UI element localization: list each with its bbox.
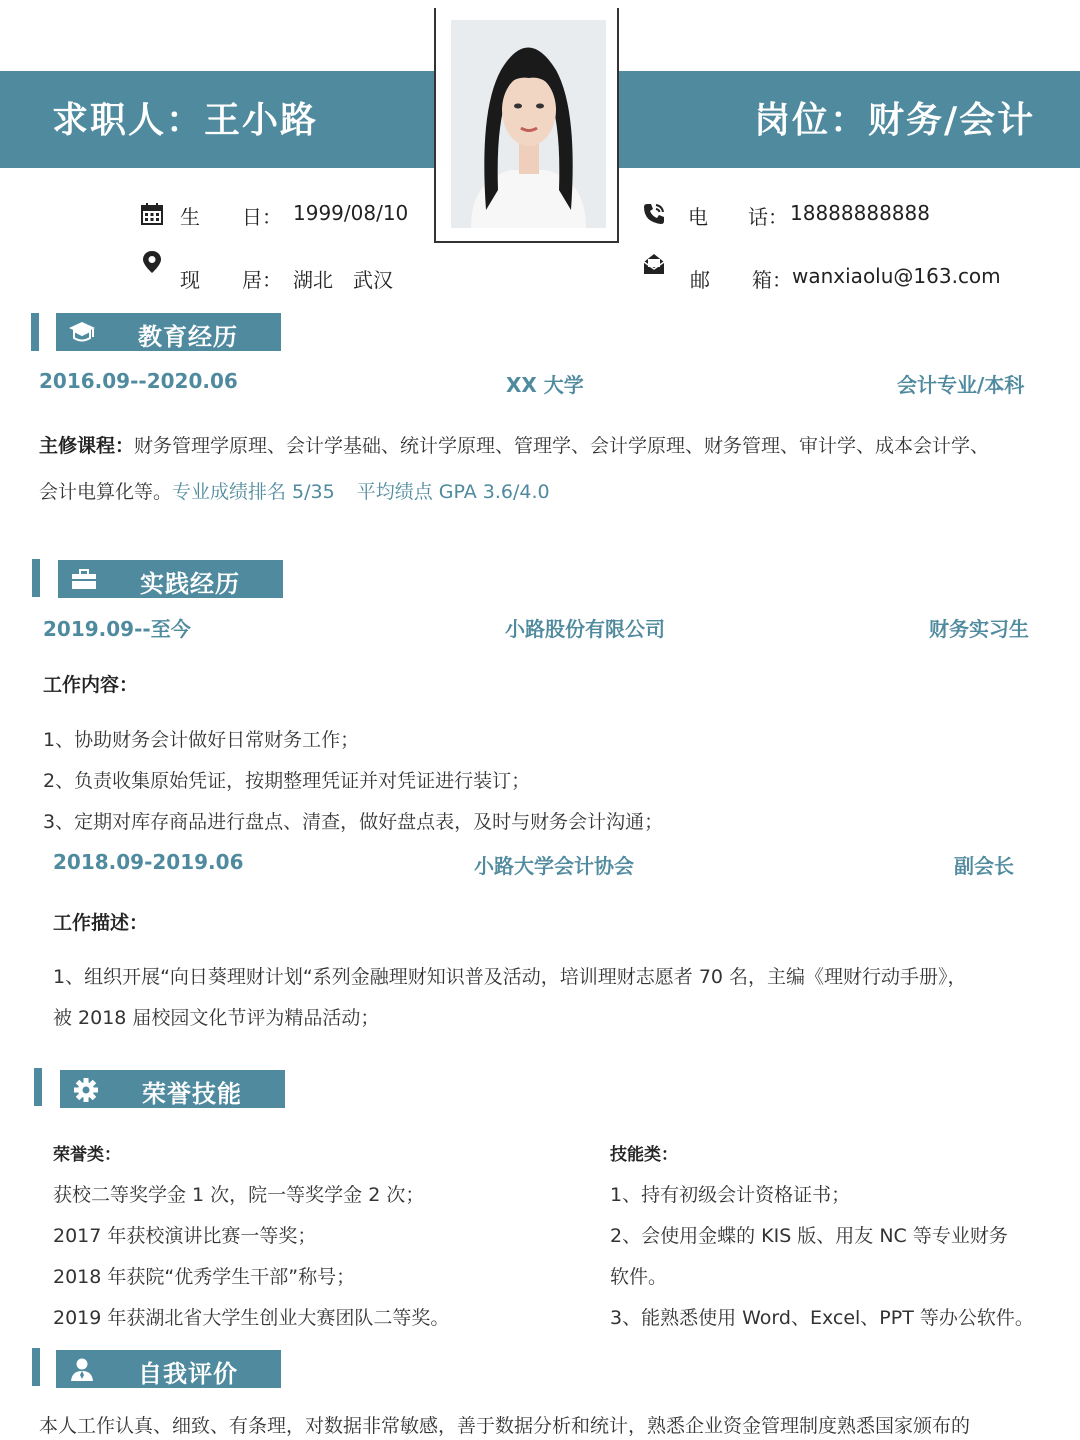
courses-label: 主修课程： <box>39 435 135 457</box>
email-value: wanxiaolu@163.com <box>792 264 1001 288</box>
self-eval-header <box>56 1350 281 1388</box>
practice-title: 实践经历 <box>140 570 240 598</box>
courses-line-1 <box>39 431 989 458</box>
education-title: 教育经历 <box>138 323 238 351</box>
phone-value: 18888888888 <box>790 201 930 225</box>
person-icon <box>68 1356 96 1382</box>
self-eval-title: 自我评价 <box>138 1360 238 1388</box>
education-period: 2016.09--2020.06 <box>39 369 238 393</box>
email-label-2: 箱： <box>752 268 792 292</box>
honors-title: 荣誉技能 <box>142 1080 242 1108</box>
job1-company: 小路股份有限公司 <box>505 617 665 641</box>
mail-icon <box>642 252 666 276</box>
location-pin-icon <box>140 250 164 274</box>
courses-line-2 <box>39 477 550 504</box>
job1-item-1: 1、协助财务会计做好日常财务工作； <box>43 729 360 751</box>
birthday-value: 1999/08/10 <box>293 201 409 225</box>
skills-label: 技能类： <box>610 1145 678 1165</box>
residence-label-1: 现 <box>180 268 200 292</box>
honor-item-3: 2018 年获院“优秀学生干部”称号； <box>53 1266 356 1288</box>
self-eval-text: 本人工作认真、细致、有条理，对数据非常敏感，善于数据分析和统计，熟悉企业资金管理制度熟悉国家颁布的 <box>39 1415 971 1437</box>
job1-item-2: 2、负责收集原始凭证，按期整理凭证并对凭证进行装订； <box>43 770 531 792</box>
honor-item-2: 2017 年获校演讲比赛一等奖； <box>53 1225 317 1247</box>
skill-item-2-cont: 软件。 <box>610 1266 668 1288</box>
job2-desc-label: 工作描述： <box>53 912 149 934</box>
job2-desc-line-2: 被 2018 届校园文化节评为精品活动； <box>53 1007 380 1029</box>
honor-item-4: 2019 年获湖北省大学生创业大赛团队二等奖。 <box>53 1307 450 1329</box>
photo-frame <box>434 8 619 243</box>
courses-text-1: 财务管理学原理、会计学基础、统计学原理、管理学、会计学原理、财务管理、审计学、成本会计学、 <box>134 435 990 457</box>
honors-bar <box>34 1068 42 1106</box>
skill-item-1: 1、持有初级会计资格证书； <box>610 1184 851 1206</box>
courses-text-2: 会计电算化等。 <box>39 481 173 503</box>
skill-item-2: 2、会使用金蝶的 KIS 版、用友 NC 等专业财务 <box>610 1225 1008 1247</box>
honor-item-1: 获校二等奖学金 1 次，院一等奖学金 2 次； <box>53 1184 425 1206</box>
briefcase-icon <box>70 566 98 592</box>
calendar-icon <box>140 202 164 226</box>
birthday-label-2: 日： <box>242 205 282 229</box>
graduation-cap-icon <box>68 319 96 345</box>
education-major: 会计专业/本科 <box>897 373 1025 397</box>
education-bar <box>31 313 39 351</box>
phone-label-1: 电 <box>688 205 708 229</box>
residence-value: 湖北 武汉 <box>293 268 393 292</box>
skill-item-3: 3、能熟悉使用 Word、Excel、PPT 等办公软件。 <box>610 1307 1034 1329</box>
phone-label-2: 话： <box>748 205 788 229</box>
honors-header <box>60 1070 285 1108</box>
birthday-label-1: 生 <box>180 205 200 229</box>
job2-desc-line-1: 1、组织开展“向日葵理财计划“系列金融理财知识普及活动，培训理财志愿者 70 名，主编《理财行动手册》， <box>53 966 967 988</box>
job1-item-3: 3、定期对库存商品进行盘点、清查，做好盘点表，及时与财务会计沟通； <box>43 811 664 833</box>
residence-label-2: 居： <box>242 268 282 292</box>
job2-period: 2018.09-2019.06 <box>53 850 244 874</box>
job1-period: 2019.09--至今 <box>43 617 191 641</box>
profile-photo <box>451 20 606 228</box>
gpa-text: 平均绩点 GPA 3.6/4.0 <box>356 481 550 503</box>
job2-role: 副会长 <box>954 854 1014 878</box>
rank-text: 专业成绩排名 5/35 <box>172 481 335 503</box>
job-position: 岗位：财务/会计 <box>754 100 1036 141</box>
job2-company: 小路大学会计协会 <box>474 854 634 878</box>
applicant-name: 求职人：王小路 <box>52 100 319 141</box>
practice-header <box>58 560 283 598</box>
job1-role: 财务实习生 <box>929 617 1029 641</box>
email-label-1: 邮 <box>690 268 710 292</box>
self-eval-bar <box>32 1348 40 1386</box>
gear-icon <box>72 1076 100 1102</box>
honors-label: 荣誉类： <box>53 1145 121 1165</box>
education-header <box>56 313 281 351</box>
practice-bar <box>32 559 40 597</box>
phone-icon <box>642 202 666 226</box>
job1-content-label: 工作内容： <box>43 674 139 696</box>
education-school: XX 大学 <box>506 373 584 397</box>
